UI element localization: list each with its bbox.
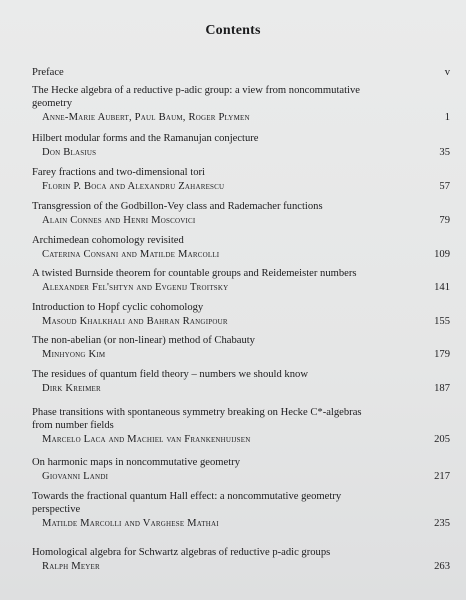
entry-title: Hilbert modular forms and the Ramanujan conjecture [32,133,259,144]
entry-page-number: 187 [434,383,450,394]
entry-title: The non-abelian (or non-linear) method of Chabauty [32,335,255,346]
entry-page-number: 205 [434,434,450,445]
entry-title: On harmonic maps in noncommutative geometry [32,457,241,468]
entry-title: Archimedean cohomology revisited [32,235,184,246]
entry-page-number: 1 [444,112,450,123]
contents-heading: Contents [205,23,261,38]
entry-authors: Alain Connes and Henri Moscovici [42,215,196,226]
entry-page-number: 109 [434,249,450,260]
entry-title: Homological algebra for Schwartz algebras of reductive p-adic groups [32,547,331,558]
entry-title: Preface [32,67,64,78]
entry-title: A twisted Burnside theorem for countable groups and Reidemeister numbers [32,268,357,279]
entry-authors: Ralph Meyer [42,561,100,572]
entry-authors: Dirk Kreimer [42,383,101,394]
entry-page-number: 263 [434,561,450,572]
entry-authors: Alexander Fel'shtyn and Evgenij Troitsky [42,282,229,293]
entry-authors: Masoud Khalkhali and Bahran Rangipour [42,316,228,327]
entry-page-number: 79 [439,215,450,226]
entry-title: Towards the fractional quantum Hall effect: a noncommutative geometry [32,491,342,502]
entry-authors: Giovanni Landi [42,471,109,482]
entry-page-number: 235 [434,518,450,529]
entry-page-number: v [444,67,450,78]
entry-authors: Matilde Marcolli and Varghese Mathai [42,518,219,529]
entry-title-continued: from number fields [32,420,114,431]
entry-page-number: 179 [434,349,450,360]
entry-authors: Anne-Marie Aubert, Paul Baum, Roger Plymen [42,112,250,123]
entry-title: The residues of quantum field theory – numbers we should know [32,369,308,380]
entry-authors: Minhyong Kim [42,349,106,360]
entry-title: Farey fractions and two-dimensional tori [32,167,205,178]
entry-title: Phase transitions with spontaneous symmetry breaking on Hecke C*-algebras [32,407,362,418]
entry-title-continued: perspective [32,504,81,515]
entry-authors: Marcelo Laca and Machiel van Frankenhuijsen [42,434,251,445]
entry-authors: Florin P. Boca and Alexandru Zaharescu [42,181,225,192]
entry-title-continued: geometry [32,98,73,109]
entry-title: The Hecke algebra of a reductive p-adic group: a view from noncommutative [32,85,360,96]
entry-authors: Caterina Consani and Matilde Marcolli [42,249,220,260]
entry-authors: Don Blasius [42,147,97,158]
entry-page-number: 155 [434,316,450,327]
entry-page-number: 141 [434,282,450,293]
entry-title: Introduction to Hopf cyclic cohomology [32,302,204,313]
entry-page-number: 35 [439,147,450,158]
entry-page-number: 57 [439,181,450,192]
entry-page-number: 217 [434,471,450,482]
entry-title: Transgression of the Godbillon-Vey class and Rademacher functions [32,201,323,212]
